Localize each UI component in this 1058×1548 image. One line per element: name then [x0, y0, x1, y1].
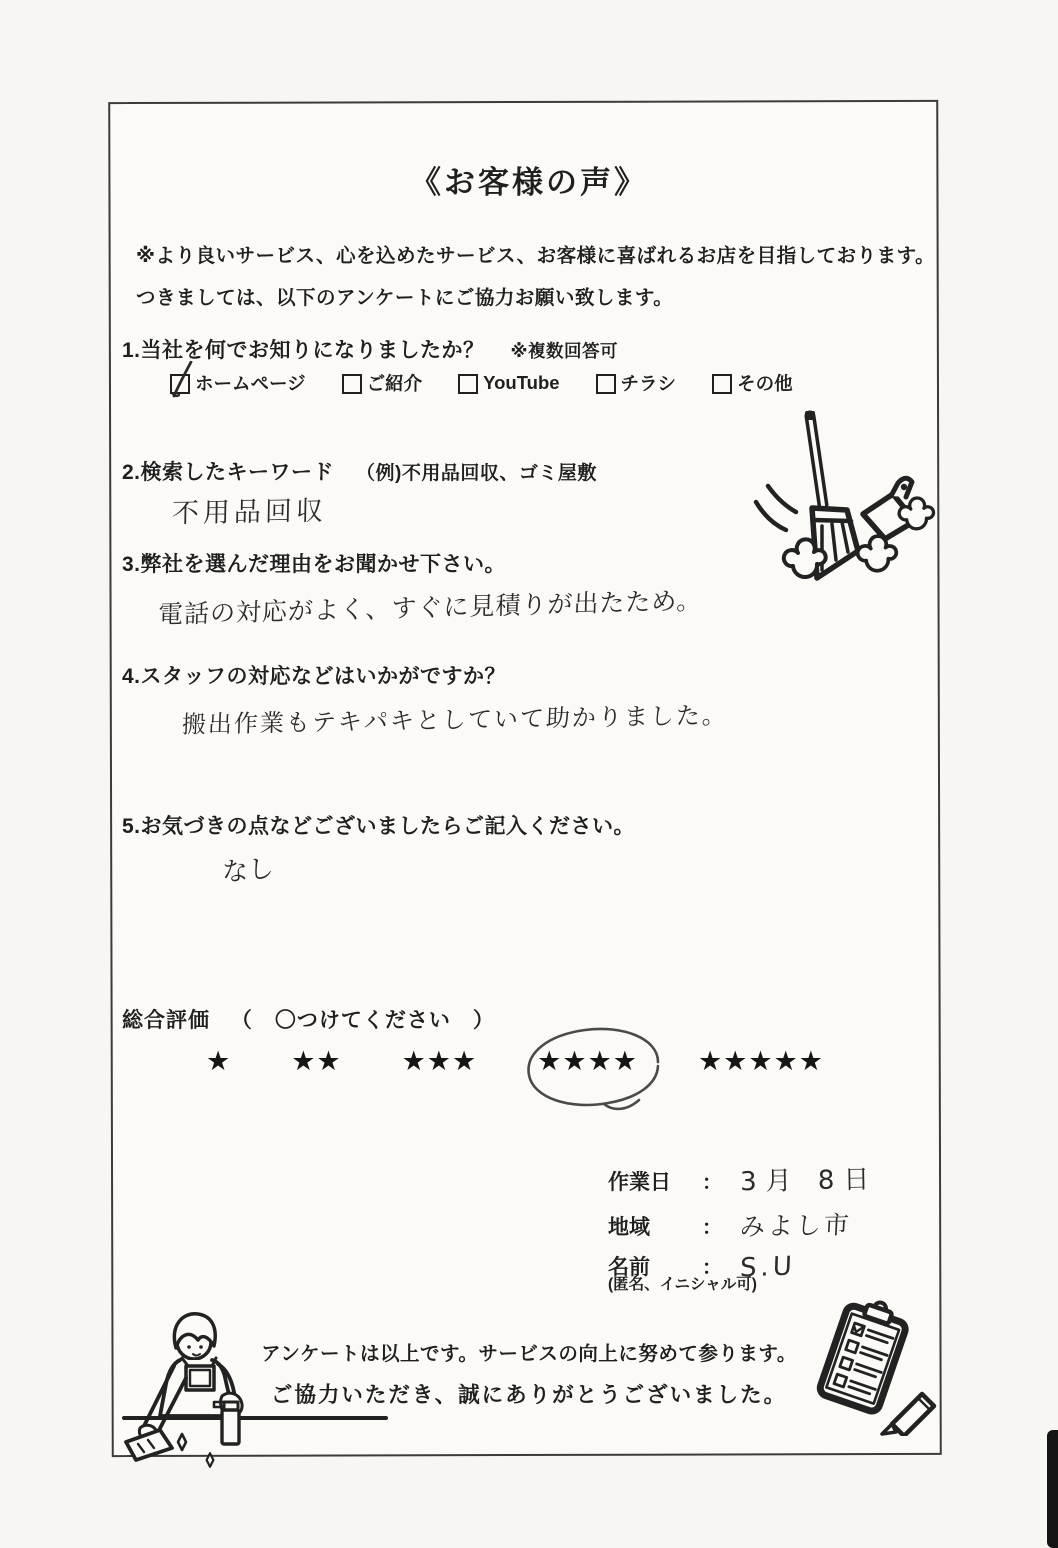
area-label: 地域 [608, 1216, 650, 1239]
rating-option[interactable] [291, 1046, 341, 1077]
area-value: みよし市 [739, 1210, 853, 1242]
question-2-note: （例)不用品回収、ゴミ屋敷 [356, 463, 597, 484]
scan-edge-artifact [1047, 1430, 1058, 1548]
info-block [608, 1160, 879, 1284]
rating-instruction: （ 〇つけてください ） [230, 1009, 495, 1032]
question-1-note: ※複数回答可 [510, 341, 619, 361]
work-date-value: 3月 8日 [739, 1164, 879, 1198]
question-3 [122, 548, 506, 578]
rating-row [206, 1046, 824, 1077]
cleaning-person-icon [110, 1290, 392, 1490]
question-4-text: スタッフの対応などはいかがですか？ [140, 665, 507, 688]
star-group: ★★★★★ [697, 1046, 824, 1076]
question-1-text: 当社を何でお知りになりましたか？ [140, 339, 485, 362]
question-2 [122, 456, 597, 486]
q3-handwritten-answer: 電話の対応がよく、すぐに見積りが出たため。 [157, 585, 703, 630]
q1-option-label: YouTube [483, 372, 560, 393]
footer-line-1: アンケートは以上です。サービスの向上に努めて参ります。 [261, 1342, 797, 1365]
q1-option-label: ご紹介 [366, 373, 423, 394]
footer-line-2: ご協力いただき、誠にありがとうございました。 [270, 1382, 788, 1407]
broom-and-dustpan-icon [746, 402, 948, 602]
colon: ： [702, 1217, 722, 1239]
q5-handwritten-answer: なし [221, 853, 275, 889]
rating-label: 総合評価 [122, 1009, 210, 1032]
rating-option[interactable] [537, 1046, 638, 1077]
rating-header [122, 1004, 495, 1034]
checkbox-icon[interactable] [596, 374, 616, 394]
intro-line-2: つきましては、以下のアンケートにご協力お願い致します。 [136, 286, 674, 309]
work-date-label: 作業日 [608, 1171, 671, 1194]
name-value: S.U [739, 1251, 797, 1284]
rating-option[interactable] [206, 1046, 231, 1077]
question-1-number: 1. [122, 339, 141, 362]
q1-options-row [170, 370, 793, 396]
page-title: 《お客様の声》 [410, 164, 648, 200]
question-4-number: 4. [122, 665, 141, 688]
checkbox-icon[interactable] [458, 374, 478, 394]
question-1 [122, 334, 618, 364]
checkbox-icon[interactable] [342, 374, 362, 394]
question-4 [122, 660, 506, 690]
colon: ： [702, 1172, 722, 1194]
q2-handwritten-answer: 不用品回収 [171, 495, 328, 530]
question-3-text: 弊社を選んだ理由をお聞かせ下さい。 [140, 553, 507, 576]
star-group: ★★★ [401, 1046, 478, 1076]
question-5-number: 5. [122, 815, 141, 838]
intro-line-1: ※より良いサービス、心を込めたサービス、お客様に喜ばれるお店を目指しております。 [136, 244, 936, 267]
colon: ： [702, 1257, 722, 1279]
question-2-text: 検索したキーワード [140, 461, 335, 484]
star-group: ★★ [291, 1046, 342, 1076]
q1-option-label: その他 [737, 373, 793, 394]
q1-option-label: チラシ [620, 373, 677, 394]
q1-option[interactable] [170, 370, 306, 396]
checkbox-icon[interactable] [712, 374, 732, 394]
question-5 [122, 810, 635, 840]
question-5-text: お気づきの点などございましたらご記入ください。 [140, 815, 636, 838]
rating-option[interactable] [698, 1046, 824, 1077]
rating-option[interactable] [402, 1046, 478, 1077]
star-group: ★ [206, 1046, 232, 1076]
q1-option-label: ホームページ [195, 373, 306, 394]
q4-handwritten-answer: 搬出作業もテキパキとしていて助かりました。 [181, 701, 729, 739]
question-2-number: 2. [122, 461, 141, 484]
q1-option[interactable] [342, 370, 423, 396]
q1-option[interactable] [458, 372, 559, 394]
clipboard-checklist-icon [796, 1278, 940, 1436]
checkbox-icon[interactable] [170, 374, 190, 394]
question-3-number: 3. [122, 553, 141, 576]
q1-option[interactable] [712, 370, 793, 396]
star-group: ★★★★ [537, 1046, 638, 1076]
name-note: (匿名、イニシャル可) [608, 1276, 757, 1293]
q1-option[interactable] [596, 370, 677, 396]
name-label: 名前 [608, 1256, 650, 1279]
